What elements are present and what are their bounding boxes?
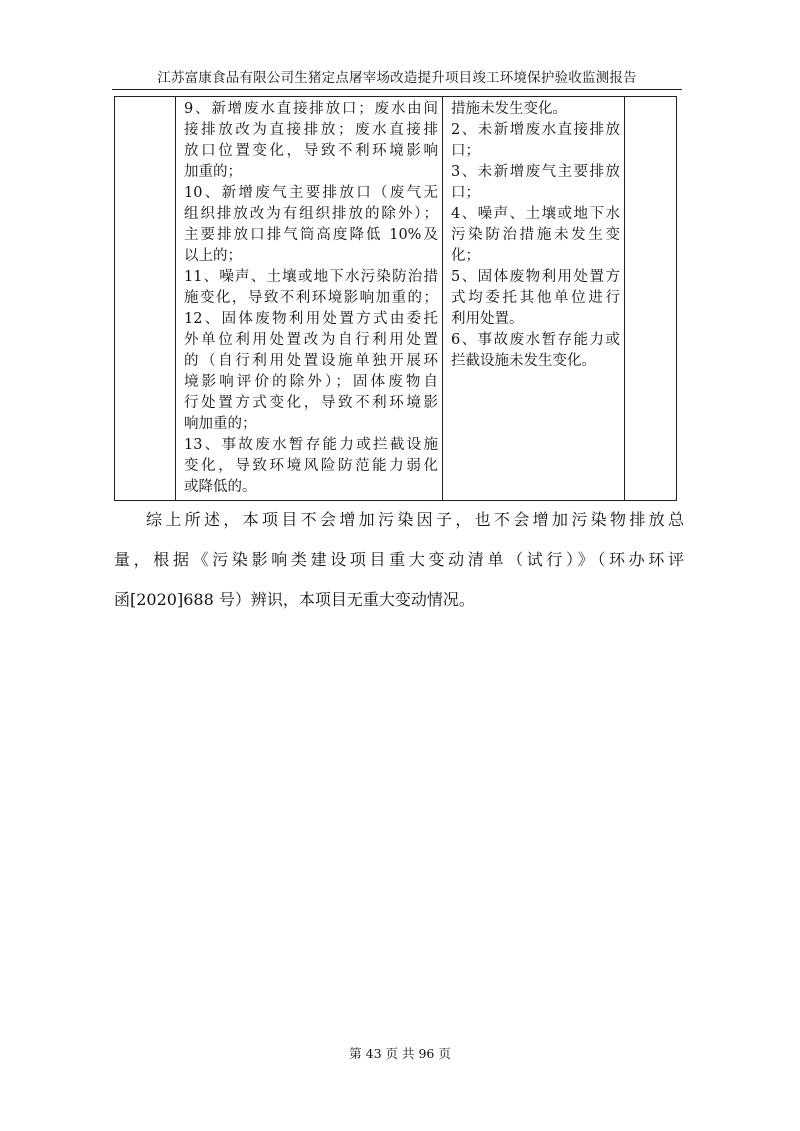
actual-line: 4、噪声、土壤或地下水: [451, 206, 620, 222]
table-cell-criteria: [176, 97, 443, 501]
actual-line: 式均委托其他单位进行: [451, 290, 620, 306]
actual-line: 利用处置。: [451, 311, 524, 327]
table-row: [115, 97, 677, 501]
actual-situation-text: [443, 97, 624, 374]
table-cell-actual: [443, 97, 625, 501]
report-header: 江苏富康食品有限公司生猪定点屠宰场改造提升项目竣工环境保护验收监测报告: [157, 70, 637, 86]
criteria-line: 行处置方式变化，导致不利环境影: [184, 395, 438, 411]
criteria-line: 外单位利用处置改为自行利用处置: [184, 332, 438, 348]
criteria-line: 或降低的。: [184, 479, 257, 495]
actual-line: 口；: [451, 185, 480, 201]
actual-line: 6、事故废水暂存能力或: [451, 332, 620, 348]
criteria-line: 12、固体废物利用处置方式由委托: [184, 311, 438, 327]
change-comparison-table: [114, 96, 677, 501]
criteria-line: 境影响评价的除外）；固体废物自: [184, 374, 438, 390]
criteria-line: 10、新增废气主要排放口（废气无: [184, 185, 438, 201]
criteria-line: 13、事故废水暂存能力或拦截设施: [184, 437, 438, 453]
conclusion-line: 综上所述，本项目不会增加污染因子，也不会增加污染物排放总: [146, 510, 684, 529]
criteria-line: 以上的；: [184, 248, 242, 264]
page-number: 第 43 页 共 96 页: [349, 1046, 451, 1061]
criteria-text: [176, 97, 442, 500]
table-cell-note: [625, 97, 677, 501]
table-cell-category: [115, 97, 176, 501]
criteria-line: 加重的；: [184, 164, 242, 180]
criteria-line: 11、噪声、土壤或地下水污染防治措: [184, 269, 438, 285]
criteria-line: 响加重的；: [184, 416, 257, 432]
conclusion-paragraph: [114, 500, 684, 620]
conclusion-line: 量，根据《污染影响类建设项目重大变动清单（试行）》（环办环评: [114, 550, 684, 569]
conclusion-line: 函[2020]688 号）辨识，本项目无重大变动情况。: [114, 590, 475, 609]
actual-line: 3、未新增废气主要排放: [451, 164, 620, 180]
criteria-line: 变化，导致环境风险防范能力弱化: [184, 458, 438, 474]
actual-line: 口；: [451, 143, 480, 159]
criteria-line: 组织排放改为有组织排放的除外）；: [184, 206, 438, 222]
header-divider: [112, 89, 682, 90]
actual-line: 化；: [451, 248, 480, 264]
actual-line: 2、未新增废水直接排放: [451, 122, 620, 138]
criteria-line: 9、新增废水直接排放口；废水由间: [184, 101, 438, 117]
actual-line: 污染防治措施未发生变: [451, 227, 620, 243]
actual-line: 5、固体废物利用处置方: [451, 269, 620, 285]
criteria-line: 的（自行利用处置设施单独开展环: [184, 353, 438, 369]
criteria-line: 放口位置变化，导致不利环境影响: [184, 143, 438, 159]
criteria-line: 接排放改为直接排放；废水直接排: [184, 122, 438, 138]
actual-line: 拦截设施未发生变化。: [451, 353, 596, 369]
criteria-line: 施变化，导致不利环境影响加重的；: [184, 290, 438, 306]
actual-line: 措施未发生变化。: [451, 101, 567, 117]
criteria-line: 主要排放口排气筒高度降低 10%及: [184, 227, 438, 243]
